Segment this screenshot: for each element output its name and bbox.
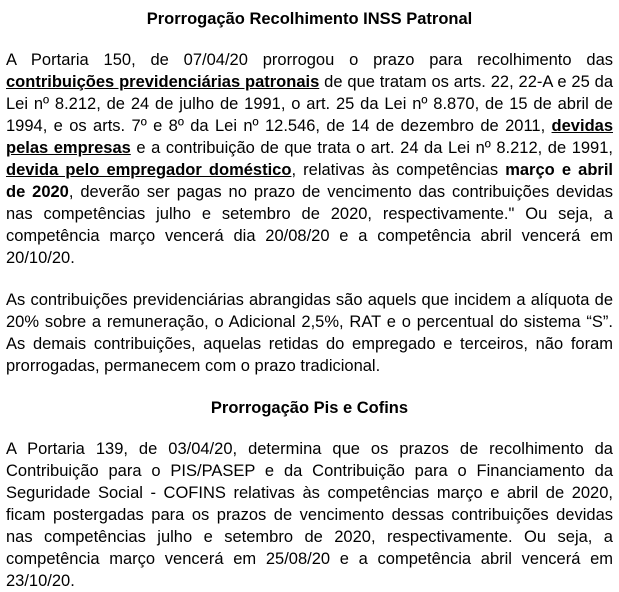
emphasis-devidas-empresas: devidas pelas empresas	[6, 117, 613, 157]
emphasis-contribuicoes-patronais: contribuições previdenciárias patronais	[6, 73, 320, 91]
section-title-pis-cofins: Prorrogação Pis e Cofins	[210, 399, 409, 417]
text-run: , relativas às competências	[291, 161, 506, 179]
text-run: , deverão ser pagas no prazo de vencimento das contribuições devidas nas competências julho e setembro de 2020, respectivamente." Ou seja, a competência março vencerá dia 20/08/20 e a competência abril vencerá em 20/10/20.	[6, 183, 614, 267]
paragraph-pis-cofins-portaria: A Portaria 139, de 03/04/20, determina que os prazos de recolhimento da Contribuição para o PIS/PASEP e da Contribuição para o Financiamento da Seguridade Social - COFINS relativas às competências março e abril de 2020, ficam postergadas para os prazos de vencimento dessas contribuições devidas nas competências julho e setembro de 2020, respectivamente. Ou seja, a competência março vencerá em 25/08/20 e a competência abril vencerá em 23/10/20.	[6, 440, 613, 590]
emphasis-marco-abril: março e abril de 2020	[6, 161, 613, 201]
emphasis-empregador-domestico: devida pelo empregador doméstico	[6, 161, 292, 179]
paragraph-inss-abrangidas: As contribuições previdenciárias abrangidas são aquels que incidem a alíquota de 20% sobre a remuneração, o Adicional 2,5%, RAT e o percentual do sistema “S”. As demais contribuições, aquelas retidas do empregado e terceiros, não foram prorrogadas, permanecem com o prazo tradicional.	[6, 291, 613, 375]
text-run: e a contribuição de que trata o art. 24 da Lei nº 8.212, de 1991,	[130, 139, 613, 157]
text-run: A Portaria 150, de 07/04/20 prorrogou o prazo para recolhimento das	[6, 51, 613, 69]
text-run: de que tratam os arts. 22, 22-A e 25 da Lei nº 8.212, de 24 de julho de 1991, o art. 25 da Lei nº 8.870, de 15 de abril de 1994, e os arts. 7º e 8º da Lei nº 12.546, de 14 de dezembro de 2011,	[6, 73, 614, 135]
paragraph-inss-portaria	[6, 49, 613, 269]
section-title-inss: Prorrogação Recolhimento INSS Patronal	[146, 10, 473, 28]
